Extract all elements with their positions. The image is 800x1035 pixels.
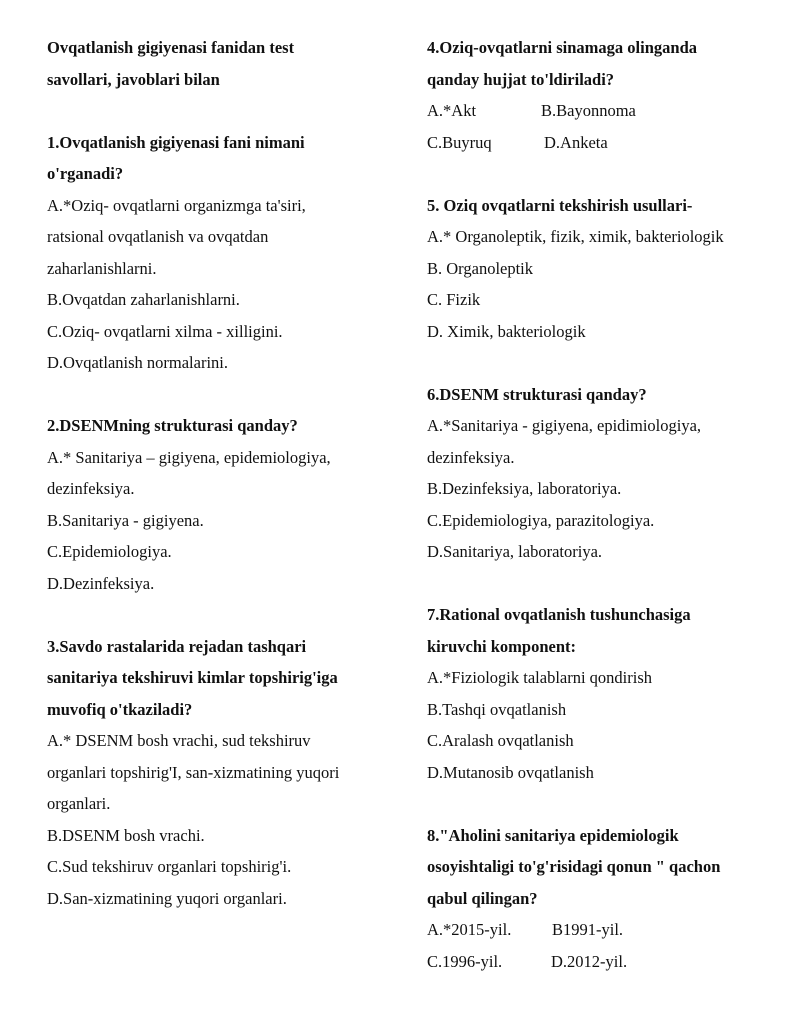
question-text: o'rganadi?: [47, 164, 124, 183]
answer-option: D.Sanitariya, laboratoriya.: [427, 542, 603, 561]
answer-option: B.Dezinfeksiya, laboratoriya.: [427, 479, 622, 498]
answer-option: A.*Sanitariya - gigiyena, epidimiologiya,: [427, 416, 702, 435]
answer-option: dezinfeksiya.: [47, 479, 135, 498]
answer-option: C.Epidemiologiya.: [47, 542, 172, 561]
question-text: osoyishtaligi to'g'risidagi qonun " qachon: [427, 857, 721, 876]
answer-option: B. Organoleptik: [427, 258, 534, 278]
left-column: [47, 32, 397, 914]
answer-option: D. Ximik, bakteriologik: [427, 321, 586, 341]
question-2: [47, 410, 397, 599]
question-text: sanitariya tekshiruvi kimlar topshirig'iga: [47, 668, 338, 687]
question-4: [427, 32, 772, 158]
answer-option: A.*Akt: [427, 101, 477, 120]
answer-option: D.2012-yil.: [551, 951, 628, 971]
answer-option: C.Epidemiologiya, parazitologiya.: [427, 510, 655, 530]
answer-option: B1991-yil.: [552, 920, 624, 939]
question-3: [47, 631, 397, 915]
answer-option: D.Dezinfeksiya.: [47, 573, 155, 593]
answer-pair: [427, 127, 772, 159]
question-text: 6.DSENM strukturasi qanday?: [427, 384, 647, 404]
question-text: 2.DSENMning strukturasi qanday?: [47, 416, 298, 435]
answer-option: D.San-xizmatining yuqori organlari.: [47, 888, 287, 908]
answer-option: A.*Fiziologik talablarni qondirish: [427, 668, 653, 687]
answer-option: B.Tashqi ovqatlanish: [427, 699, 567, 719]
answer-option: dezinfeksiya.: [427, 447, 515, 467]
answer-option: B.Bayonnoma: [541, 101, 636, 120]
answer-option: A.* Organoleptik, fizik, ximik, bakteriologik: [427, 227, 724, 246]
document-title-line-2: savollari, javoblari bilan: [47, 69, 220, 89]
question-text: 3.Savdo rastalarida rejadan tashqari: [47, 636, 307, 656]
answer-option: A.* Sanitariya – gigiyena, epidemiologiya,: [47, 447, 331, 467]
question-text: kiruvchi komponent:: [427, 636, 576, 656]
answer-option: B.DSENM bosh vrachi.: [47, 825, 205, 845]
answer-option: ratsional ovqatlanish va ovqatdan: [47, 227, 269, 246]
answer-option: D.Anketa: [544, 132, 608, 152]
answer-option: C.Oziq- ovqatlarni xilma - xilligini.: [47, 321, 283, 341]
question-1: [47, 127, 397, 379]
question-text: 8."Aholini sanitariya epidemiologik: [427, 825, 679, 845]
answer-option: C.Aralash ovqatlanish: [427, 731, 574, 750]
question-text: 7.Rational ovqatlanish tushunchasiga: [427, 605, 691, 624]
question-text: qabul qilingan?: [427, 888, 538, 908]
answer-option: D.Ovqatlanish normalarini.: [47, 353, 229, 372]
answer-pair: [427, 95, 772, 127]
answer-option: D.Mutanosib ovqatlanish: [427, 762, 594, 782]
question-text: 5. Oziq ovqatlarni tekshirish usullari-: [427, 195, 693, 215]
question-text: muvofiq o'tkaziladi?: [47, 699, 193, 719]
answer-option: B.Ovqatdan zaharlanishlarni.: [47, 290, 240, 309]
right-column: [427, 32, 772, 977]
answer-option: A.*Oziq- ovqatlarni organizmga ta'siri,: [47, 195, 306, 215]
question-text: 4.Oziq-ovqatlarni sinamaga olinganda: [427, 38, 698, 57]
answer-option: C.Sud tekshiruv organlari topshirig'i.: [47, 857, 292, 876]
question-text: qanday hujjat to'ldiriladi?: [427, 69, 615, 89]
question-6: [427, 379, 772, 568]
answer-option: A.*2015-yil.: [427, 920, 512, 939]
document-title-line-1: Ovqatlanish gigiyenasi fanidan test: [47, 38, 295, 57]
answer-option: C. Fizik: [427, 290, 481, 309]
answer-pair: [427, 946, 772, 978]
question-8: [427, 820, 772, 978]
question-5: [427, 190, 772, 348]
question-7: [427, 599, 772, 788]
answer-option: organlari.: [47, 794, 111, 813]
answer-option: A.* DSENM bosh vrachi, sud tekshiruv: [47, 731, 311, 750]
answer-option: organlari topshirig'I, san-xizmatining yuqori: [47, 762, 340, 782]
question-text: 1.Ovqatlanish gigiyenasi fani nimani: [47, 132, 305, 152]
answer-option: C.Buyruq: [427, 132, 492, 152]
answer-option: C.1996-yil.: [427, 951, 503, 971]
answer-option: B.Sanitariya - gigiyena.: [47, 510, 204, 530]
answer-option: zaharlanishlarni.: [47, 258, 157, 278]
answer-pair: [427, 914, 772, 946]
